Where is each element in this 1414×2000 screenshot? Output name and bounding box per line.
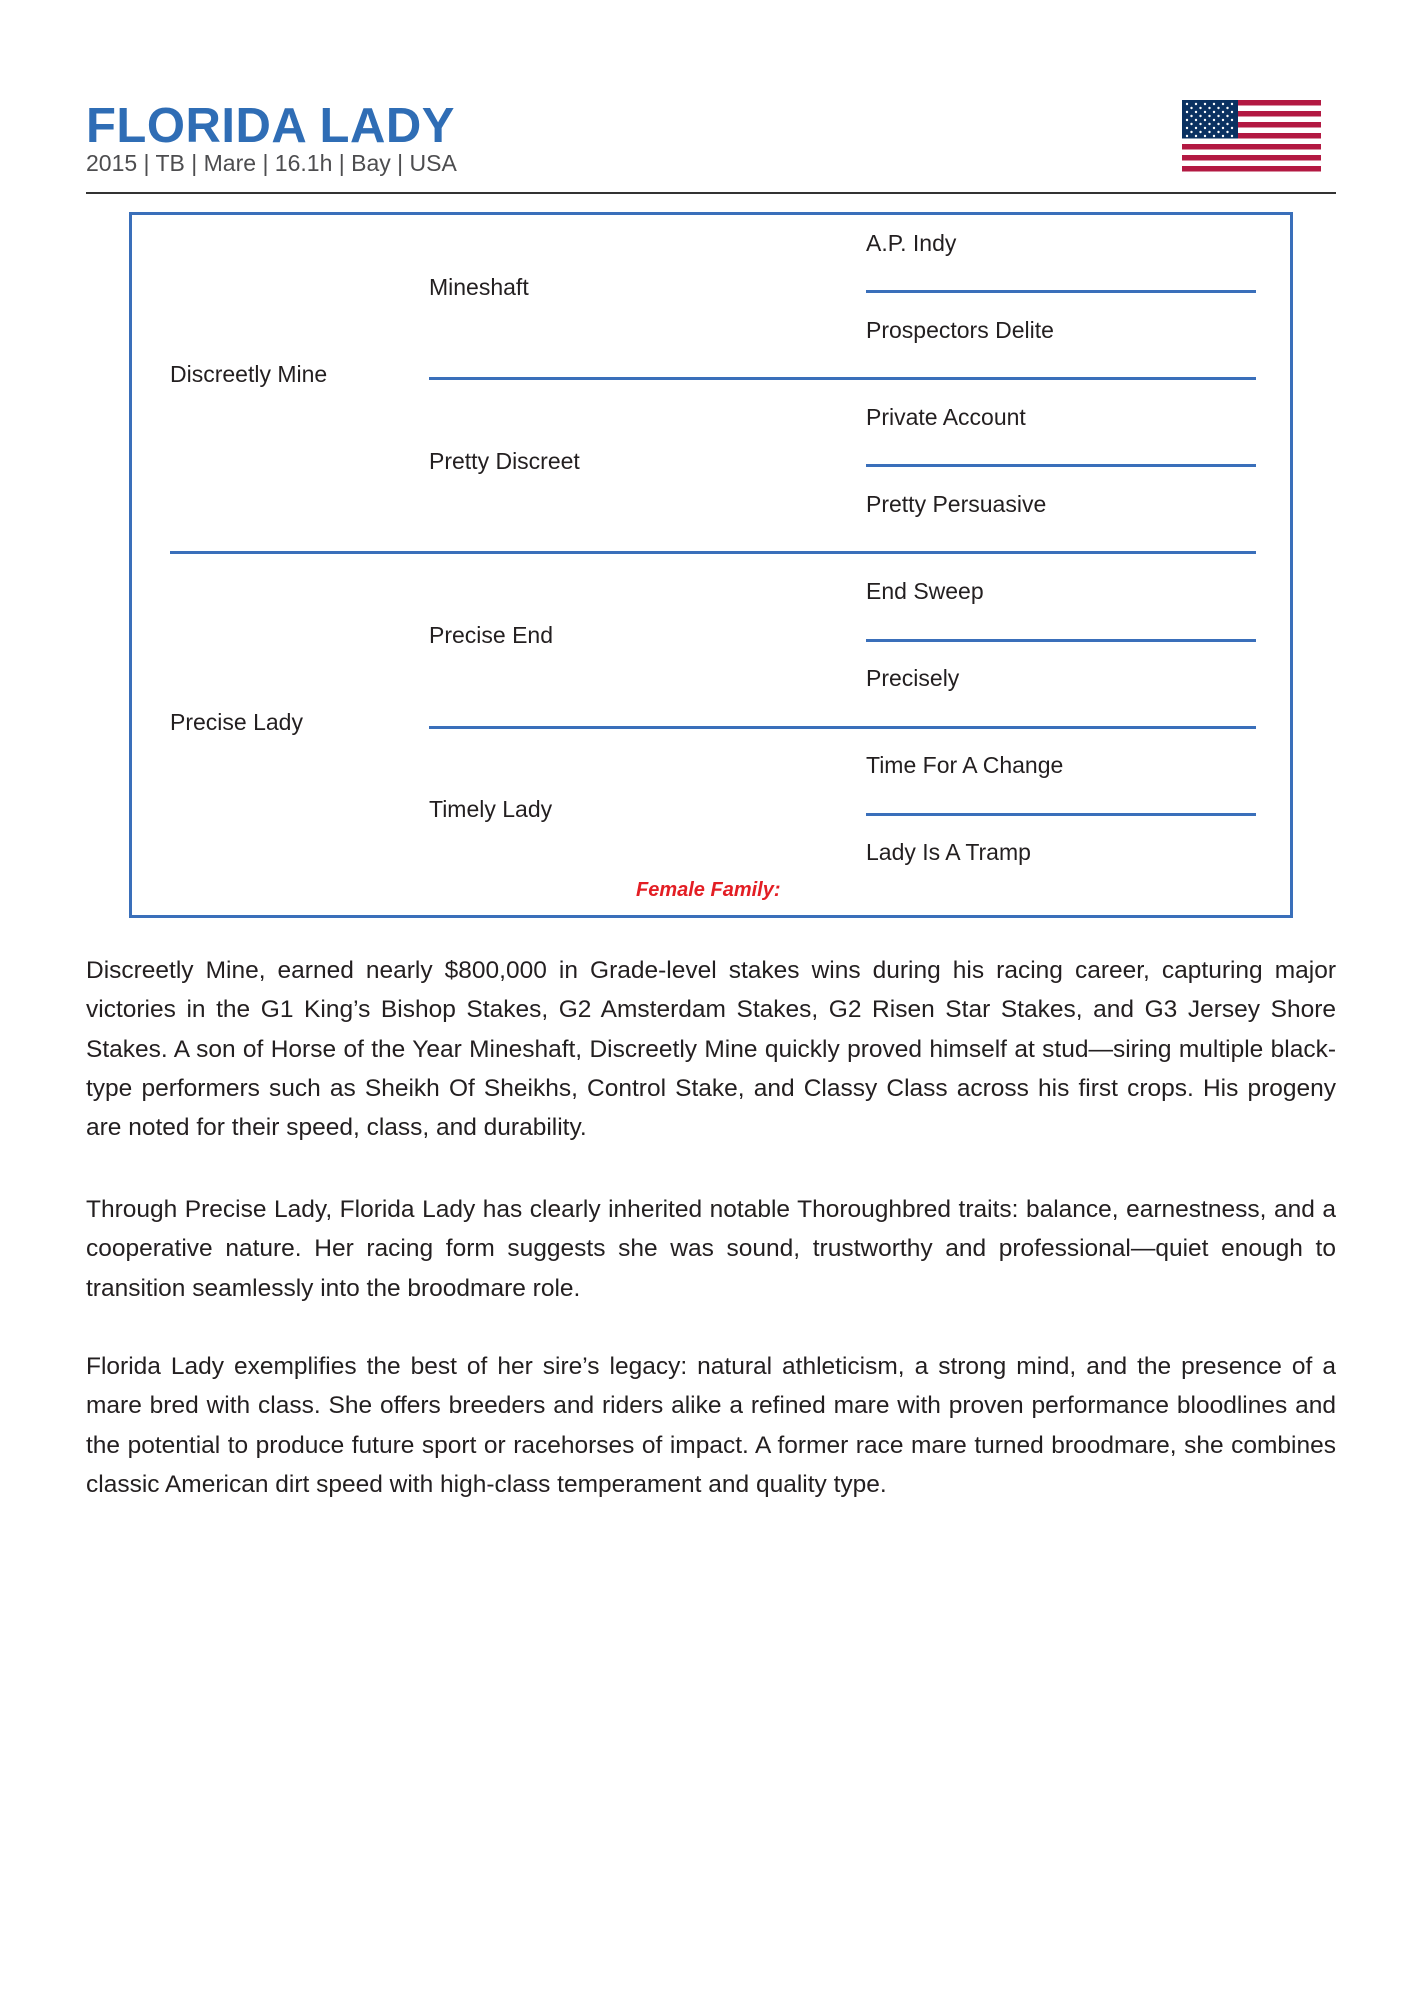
pedigree-sire-dam-sire: Private Account [866,404,1026,430]
header-divider [86,192,1336,194]
pedigree-dam-dam-dam: Lady Is A Tramp [866,839,1031,865]
pedigree-divider [866,290,1256,293]
pedigree-dam-dam: Timely Lady [429,796,553,822]
pedigree-sire-sire: Mineshaft [429,274,529,300]
description-paragraph-sire: Discreetly Mine, earned nearly $800,000 in Grade-level stakes wins during his racing career, capturing major victories in the G1 King’s Bishop Stakes, G2 Amsterdam Stakes, G2 Risen Star Stakes, and G3 Jersey Shore Stakes. A son of Horse of the Year Mineshaft, Discreetly Mine quickly proved himself at stud—siring multiple black-type performers such as Sheikh Of Sheikhs, Control Stake, and Classy Class across his first crops. His progeny are noted for their speed, class, and durability. [86,957,1336,1142]
female-family-label: Female Family: [636,879,781,901]
pedigree-dam-sire-sire: End Sweep [866,578,984,604]
pedigree-dam-dam-sire: Time For A Change [866,752,1064,778]
pedigree-divider [429,726,1256,729]
pedigree-sire-dam: Pretty Discreet [429,448,580,474]
pedigree-sire-sire-dam: Prospectors Delite [866,317,1054,343]
description-paragraph-summary: Florida Lady exemplifies the best of her sire’s legacy: natural athleticism, a strong mind, and the presence of a mare bred with class. She offers breeders and riders alike a refined mare with proven performance bloodlines and the potential to produce future sport or racehorses of impact. A former race mare turned broodmare, she combines classic American dirt speed with high-class temperament and quality type. [86,1353,1336,1498]
pedigree-divider [429,377,1256,380]
pedigree-divider [866,639,1256,642]
pedigree-divider [866,813,1256,816]
pedigree-dam-sire-dam: Precisely [866,665,960,691]
horse-details-subtitle: 2015 | TB | Mare | 16.1h | Bay | USA [86,150,457,176]
pedigree-sire: Discreetly Mine [170,361,328,387]
pedigree-chart [129,212,1293,918]
description-paragraph-dam: Through Precise Lady, Florida Lady has clearly inherited notable Thoroughbred traits: balance, earnestness, and a cooperative nature. Her racing form suggests she was sound, trustworthy and professional—quiet enough to transition seamlessly into the broodmare role. [86,1196,1336,1302]
pedigree-divider-main [170,551,1256,554]
pedigree-dam: Precise Lady [170,709,303,735]
pedigree-sire-dam-dam: Pretty Persuasive [866,491,1047,517]
pedigree-divider [866,464,1256,467]
us-flag-icon [1182,100,1321,172]
pedigree-sire-sire-sire: A.P. Indy [866,230,957,256]
horse-name-title: FLORIDA LADY [86,99,455,153]
pedigree-dam-sire: Precise End [429,622,554,648]
